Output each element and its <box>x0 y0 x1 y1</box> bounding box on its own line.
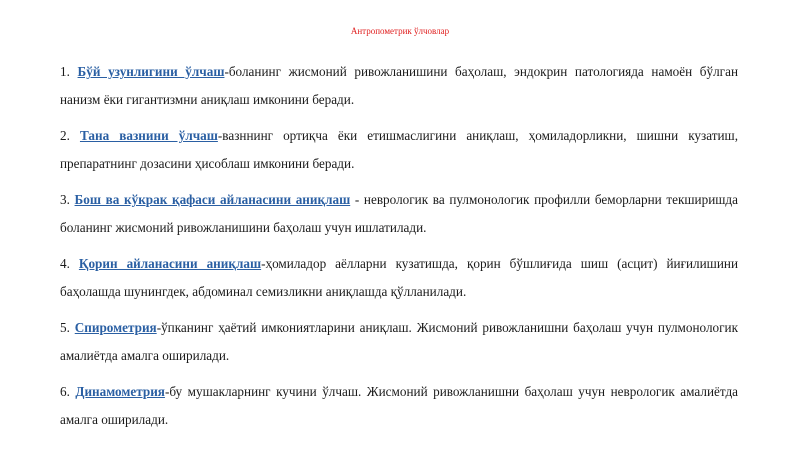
item-number: 1. <box>60 64 78 79</box>
item-text: -бу мушакларнинг кучини ўлчаш. Жисмоний ривожланишни баҳолаш учун неврологик амалиётда амалга оширилади. <box>60 384 739 427</box>
item-number: 2. <box>60 128 80 143</box>
slide-title: Антропометрик ўлчовлар <box>350 26 450 36</box>
item-number: 5. <box>60 320 75 335</box>
item-term: Бўй узунлигини ўлчаш <box>77 64 225 79</box>
item-term: Қорин айланасини аниқлаш <box>78 256 262 271</box>
item-text: - неврологик ва пулмонологик профилли беморларни текширишда боланинг жисмоний ривожланишини баҳолаш учун ишлатилади. <box>60 192 738 235</box>
item-number: 3. <box>60 192 75 207</box>
content-list <box>60 58 738 442</box>
item-text: -ҳомиладор аёлларни кузатишда, қорин бўшлиғида шиш (асцит) йиғилишини баҳолашда шунингдек, абдоминал семизликни аниқлашда қўлланилади. <box>60 256 739 299</box>
item-term: Бош ва кўкрак қафаси айланасини аниқлаш <box>74 192 351 207</box>
item-text: -ўпканинг ҳаётий имкониятларини аниқлаш. Жисмоний ривожланишни баҳолаш учун пулмонологик амалиётда амалга оширилади. <box>60 320 739 363</box>
item-number: 4. <box>60 256 79 271</box>
item-term: Динамометрия <box>75 384 165 399</box>
item-text: -вазннинг ортиқча ёки етишмаслигини аниқлаш, ҳомиладорликни, шишни кузатиш, препаратнинг дозасини ҳисоблаш имконини беради. <box>60 128 738 171</box>
list-item-6 <box>60 378 738 434</box>
item-text: -боланинг жисмоний ривожланишини баҳолаш, эндокрин патологияда намоён бўлган нанизм ёки гигантизмни аниқлаш имконини беради. <box>60 64 739 107</box>
list-item-2 <box>60 122 738 178</box>
list-item-3 <box>60 186 738 242</box>
list-item-1 <box>60 58 738 114</box>
list-item-4 <box>60 250 738 306</box>
list-item-5 <box>60 314 738 370</box>
item-term: Спирометрия <box>74 320 157 335</box>
item-number: 6. <box>60 384 76 399</box>
item-term: Тана вазнини ўлчаш <box>79 128 218 143</box>
